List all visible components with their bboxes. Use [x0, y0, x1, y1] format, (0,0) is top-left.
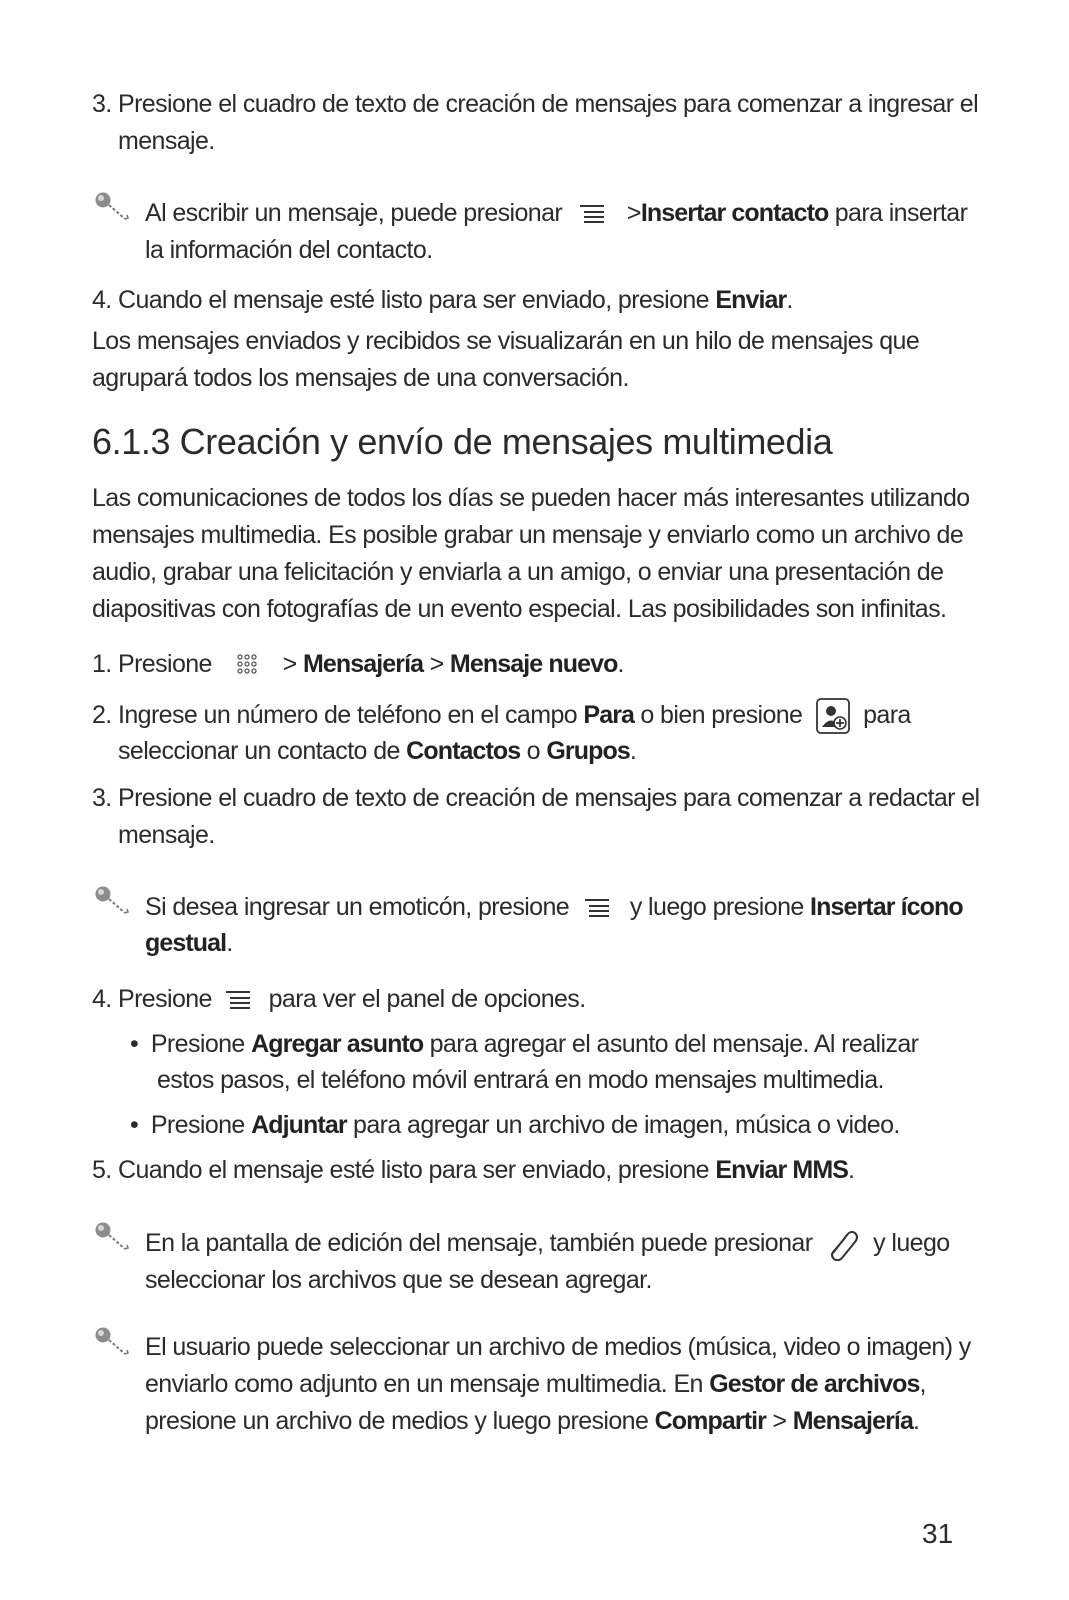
note4-line2-pre: enviarlo como adjunto en un mensaje multimedia. En [145, 1370, 703, 1398]
step2-line2-post: . [629, 737, 637, 765]
note1-line2: la información del contacto. [145, 236, 433, 264]
menu-icon [220, 987, 260, 1013]
step2-bold2: Contactos [406, 737, 521, 765]
note1-text-pre: Al escribir un mensaje, puede presionar [145, 199, 563, 227]
bullet1-bold: Agregar asunto [251, 1030, 424, 1058]
menu-icon [579, 895, 619, 921]
attach-icon [823, 1227, 863, 1261]
bullet2-pre: Presione [150, 1111, 245, 1139]
step2-line1 [92, 697, 911, 734]
note2-mid: y luego presione [629, 893, 804, 921]
step3-line2: mensaje. [118, 821, 215, 849]
note3-line1 [145, 1225, 950, 1262]
step4-top-bold: Enviar [715, 286, 787, 314]
note4-bold2: Compartir [654, 1407, 767, 1435]
note-icon [92, 1325, 132, 1357]
note1-line1 [145, 195, 967, 232]
summary-line2: agrupará todos los mensajes de una conversación. [92, 364, 629, 392]
step4-pre: 4. Presione [92, 985, 212, 1013]
bullet1-line2: estos pasos, el teléfono móvil entrará en modo mensajes multimedia. [157, 1066, 884, 1094]
step1-post: . [617, 650, 624, 678]
note-icon [92, 190, 132, 222]
bullet2-bold: Adjuntar [251, 1111, 347, 1139]
note4-line3 [145, 1403, 919, 1440]
step1 [92, 646, 624, 683]
note2-bold1: Insertar ícono [810, 893, 963, 921]
intro-line4: diapositivas con fotografías de un evento especial. Las posibilidades son infinitas. [92, 595, 947, 623]
bullet1-line1 [130, 1026, 918, 1063]
bullet2 [130, 1107, 900, 1144]
bullet-dot: • [130, 1030, 151, 1058]
section-heading: 6.1.3 Creación y envío de mensajes multimedia [92, 421, 833, 462]
note4-line2 [145, 1366, 926, 1403]
menu-icon [574, 201, 614, 227]
note4-line3-pre: presione un archivo de medios y luego presione [145, 1407, 649, 1435]
step5-pre: 5. Cuando el mensaje esté listo para ser enviado, presione [92, 1156, 709, 1184]
note4-line3-post: . [912, 1407, 920, 1435]
step1-sep1: > [282, 650, 297, 678]
note4-line1: El usuario puede seleccionar un archivo de medios (música, video o imagen) y [145, 1333, 971, 1361]
note2-post: . [226, 929, 233, 957]
step3-top-line1: 3. Presione el cuadro de texto de creación de mensajes para comenzar a ingresar el [92, 90, 979, 118]
note1-bold: Insertar contacto [640, 199, 829, 227]
step1-bold2: Mensaje nuevo [449, 650, 618, 678]
add-contact-icon [813, 698, 853, 734]
step4 [92, 981, 586, 1018]
note4-line2-post: , [919, 1370, 926, 1398]
step3-top-line2: mensaje. [118, 127, 215, 155]
bullet1-post: para agregar el asunto del mensaje. Al realizar [429, 1030, 919, 1058]
step2-line2-pre: seleccionar un contacto de [118, 737, 400, 765]
step1-pre: 1. Presione [92, 650, 212, 678]
step1-bold1: Mensajería [302, 650, 424, 678]
note3-line2: seleccionar los archivos que se desean agregar. [145, 1266, 652, 1294]
note3-post: y luego [873, 1229, 950, 1257]
note4-sep: > [772, 1407, 787, 1435]
step2-pre: 2. Ingrese un número de teléfono en el campo [92, 701, 578, 729]
step4-top-pre: 4. Cuando el mensaje esté listo para ser enviado, presione [92, 286, 709, 314]
bullet-dot: • [130, 1111, 151, 1139]
bullet1-pre: Presione [150, 1030, 245, 1058]
step5 [92, 1152, 854, 1189]
note1-text-post: para insertar [834, 199, 968, 227]
step2-bold1: Para [583, 701, 635, 729]
intro-line2: mensajes multimedia. Es posible grabar un mensaje y enviarlo como un archivo de [92, 521, 964, 549]
note2-bold2: gestual [145, 929, 227, 957]
note1-sep: > [626, 199, 641, 227]
step5-post: . [848, 1156, 855, 1184]
intro-line1: Las comunicaciones de todos los días se pueden hacer más interesantes utilizando [92, 484, 970, 512]
step2-post: para [863, 701, 911, 729]
step4-post: para ver el panel de opciones. [268, 985, 586, 1013]
note4-bold3: Mensajería [792, 1407, 913, 1435]
step4-top-post: . [786, 286, 793, 314]
note2-line1 [145, 889, 963, 926]
note2-line2 [145, 925, 233, 962]
step4-top [92, 282, 793, 319]
step2-line2-mid: o [526, 737, 540, 765]
note-icon [92, 884, 132, 916]
apps-grid-icon [224, 651, 270, 679]
page-number: 31 [922, 1518, 954, 1549]
step2-line2 [118, 733, 636, 770]
note-icon [92, 1220, 132, 1252]
bullet2-post: para agregar un archivo de imagen, música o video. [353, 1111, 900, 1139]
note3-pre: En la pantalla de edición del mensaje, también puede presionar [145, 1229, 813, 1257]
note4-bold1: Gestor de archivos [709, 1370, 920, 1398]
step2-bold3: Grupos [546, 737, 630, 765]
step2-mid: o bien presione [640, 701, 803, 729]
step5-bold: Enviar MMS [715, 1156, 849, 1184]
summary-line1: Los mensajes enviados y recibidos se visualizarán en un hilo de mensajes que [92, 327, 920, 355]
step3-line1: 3. Presione el cuadro de texto de creación de mensajes para comenzar a redactar el [92, 784, 980, 812]
step1-sep2: > [429, 650, 444, 678]
note2-pre: Si desea ingresar un emoticón, presione [145, 893, 570, 921]
intro-line3: audio, grabar una felicitación y enviarla a un amigo, o enviar una presentación de [92, 558, 944, 586]
